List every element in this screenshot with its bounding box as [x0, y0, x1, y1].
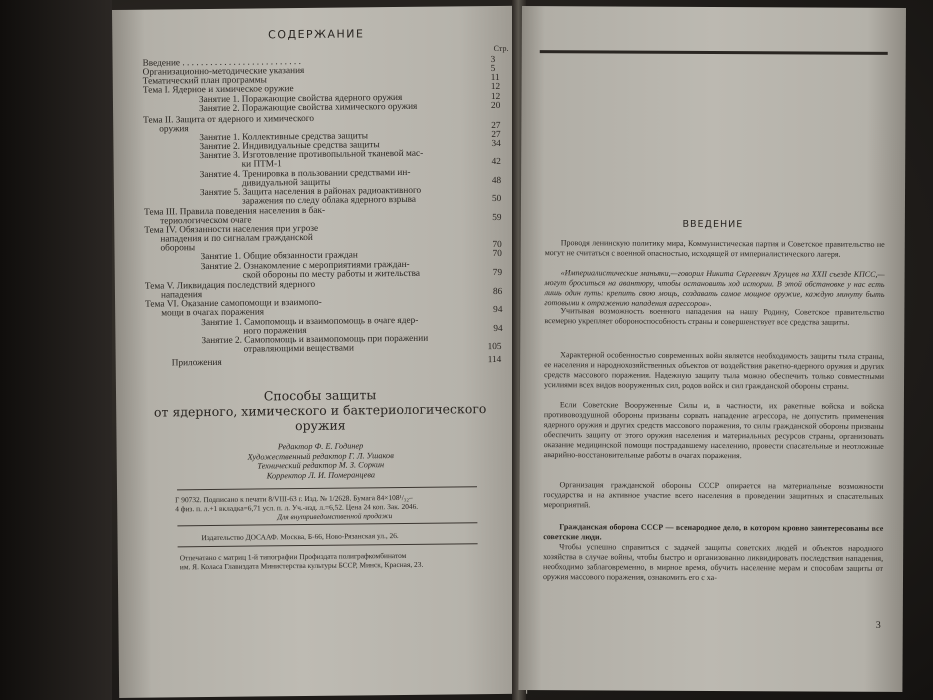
toc-title: СОДЕРЖАНИЕ — [268, 27, 365, 42]
toc-entry-page: 5 — [490, 63, 496, 75]
toc-entry-text: мощи в очагах поражения — [161, 307, 265, 319]
toc-entry-text: ного поражения — [243, 325, 307, 337]
toc-entry-page: 70 — [492, 248, 502, 260]
toc-entry-text: дивидуальной защиты — [241, 177, 331, 189]
toc-entry — [160, 244, 195, 254]
toc-entry-text: Занятие 1. Общие обязанности граждан — [200, 250, 358, 263]
table-surface — [0, 0, 112, 700]
toc-page-column-header: Стр. — [493, 43, 509, 54]
toc-entry — [199, 150, 423, 162]
toc-entry-page: 3 — [490, 54, 496, 66]
credit-line: Редактор Ф. Е. Годинер — [277, 441, 364, 452]
toc-entry — [159, 125, 188, 135]
right-page — [518, 6, 906, 692]
toc-entry-text: Тема IV. Обязанности населения при угрозе — [144, 223, 319, 236]
toc-entry — [172, 359, 222, 369]
left-page — [112, 6, 527, 698]
toc-entry-text: ской обороны по месту работы и жительства — [242, 268, 421, 281]
toc-entry-text: Занятие 1. Самопомощь и взаимопомощь в очаге ядер- — [201, 315, 419, 329]
table-of-contents — [113, 54, 521, 369]
toc-entry-page: 114 — [487, 354, 502, 366]
toc-entry-text: Тема V. Ликвидация последствий ядерного — [144, 279, 316, 292]
toc-entry-text: Тематический план программы — [142, 75, 267, 87]
toc-entry-text: Занятие 2. Ознакомление с мероприятиями граждан- — [200, 259, 410, 273]
toc-entry-text: оружия — [159, 124, 189, 135]
paragraph: Гражданская оборона СССР — всенародное дело, в котором кровно заинтересованы все советские люди. — [543, 522, 884, 542]
toc-entry-page: 105 — [487, 341, 502, 353]
toc-entry-text: ки ПТМ-1 — [241, 159, 282, 170]
toc-entry-text: Занятие 2. Самопомощь и взаимопомощь при поражении — [201, 333, 429, 347]
divider — [177, 522, 477, 526]
toc-entry-page: 94 — [493, 323, 503, 335]
toc-entry-page: 42 — [491, 156, 501, 168]
book-title — [116, 386, 524, 435]
toc-entry-text: Введение . . . . . . . . . . . . . . . . . . . . . . . . . . — [142, 57, 301, 69]
toc-entry-text: териологическом очаге — [160, 215, 252, 227]
toc-entry-page: 50 — [491, 193, 502, 205]
paragraph: Организация гражданской обороны СССР опирается на материальные возможности государства и на активное участие всего населения в проведении защитных и спасательных мероприятий. — [543, 480, 884, 510]
top-rule — [540, 50, 888, 55]
toc-entry-page: 20 — [490, 100, 501, 112]
toc-entry-text: Тема II. Защита от ядерного и химического — [143, 113, 315, 126]
toc-entry-text: Занятие 3. Изготовление противопыльной тканевой мас- — [199, 148, 424, 162]
toc-entry-page: 79 — [492, 267, 503, 279]
toc-entry-text: нападения и по сигналам гражданской — [160, 232, 313, 245]
credits — [117, 440, 525, 483]
page-number: 3 — [875, 619, 881, 631]
paragraph: Учитывая возможность военного нападения на нашу Родину, Советское правительство всемерно укрепляет обороноспособность страны и совершенствует все средства защиты. — [544, 306, 885, 327]
toc-entry-text: Тема III. Правила поведения населения в бак- — [144, 205, 326, 218]
toc-entry-text: Тема I. Ядерное и химическое оружие — [142, 84, 294, 96]
toc-entry-text: Занятие 4. Тренировка в пользовании средствами ин- — [199, 167, 411, 181]
toc-entry-page: 12 — [490, 81, 501, 93]
toc-entry — [199, 103, 417, 115]
toc-entry-text: обороны — [160, 243, 196, 254]
toc-entry-page: 11 — [490, 72, 500, 84]
credit-line: Корректор Л. И. Померанцева — [266, 470, 376, 481]
toc-entry-text: заражения по следу облака ядерного взрыва — [241, 194, 417, 207]
toc-entry-page: 70 — [492, 239, 502, 251]
credit-line: Технический редактор М. З. Соркин — [257, 460, 385, 471]
paragraph: Проводя ленинскую политику мира, Коммунистическая партия и Советское правительство не могут не считаться с военной опасностью, исходящей от империалистического лагеря. — [544, 238, 885, 259]
toc-entry-text: Занятие 1. Коллективные средства защиты — [199, 131, 369, 144]
imprint-line: Для внутриведомственной продажи — [277, 511, 393, 522]
paragraph: Если Советские Вооруженные Силы и, в частности, их ракетные войска и войска противовоздушной обороны призваны сорвать нападение агрессора, не допустить применения ядерного оружия и других средств массового поражения, то силы гражданской обороны призваны обеспечить защиту от этого оружия населения и материальных ресурсов страны, организовать оказание медицинской помощи пострадавшему населению, провести спасательные и неотложные аварийно-восстановительные работы в очагах поражения. — [543, 400, 884, 461]
toc-entry-page: 94 — [493, 304, 503, 316]
toc-entry — [201, 317, 418, 329]
toc-entry-text: отравляющими веществами — [243, 343, 354, 355]
toc-entry-page: 27 — [491, 129, 501, 141]
imprint-line: им. Я. Коласа Главиздата Министерства культуры БССР, Минск, Красная, 23. — [179, 559, 424, 572]
imprint-line: 4 физ. п. л.+1 вкладка=6,71 усл. п. л. Уч.-изд. л.=6,52. Цена 24 коп. Зак. 2046. — [175, 501, 419, 514]
toc-entry-text: Занятие 2. Поражающие свойства химического оружия — [198, 101, 418, 115]
toc-entry-text: нападения — [160, 290, 203, 301]
credit-line: Художественный редактор Г. Л. Ушаков — [247, 450, 394, 462]
toc-entry-text: Организационно-методические указания — [142, 65, 305, 78]
imprint-line: Г 90732. Подписано к печати 8/VIII-63 г. Изд. № 1/2628. Бумага 84×108¹/₃₂– — [175, 492, 413, 505]
book-title-line: оружия — [294, 417, 346, 434]
toc-entry-text: Приложения — [171, 357, 222, 369]
section-title: ВВЕДЕНИЕ — [682, 218, 744, 231]
book-title-line: от ядерного, химического и бактериологического — [153, 401, 487, 420]
imprint-line: Издательство ДОСААФ. Москва, Б-66, Ново-Рязанская ул., 26. — [201, 531, 399, 543]
toc-entry-text: Занятие 1. Поражающие свойства ядерного оружия — [198, 92, 403, 106]
divider — [178, 543, 478, 547]
toc-entry-page: 34 — [491, 138, 501, 150]
toc-entry — [244, 344, 354, 355]
imprint-line: Отпечатано с матриц 1-й типографии Профиздата полиграфкомбинатом — [179, 550, 407, 563]
divider — [177, 486, 477, 490]
toc-entry-page: 27 — [491, 120, 501, 132]
paragraph: «Империалистические маньяки,—говорил Никита Сергеевич Хрущев на XXII съезде КПСС,—могут броситься на авантюру, чтобы остановить ход истории. В этой обстановке у нас есть лишь один путь: крепить свою мощь, создавать самое мощное оружие, каждую минуту быть готовыми к отражению нападения агрессоров». — [544, 268, 885, 308]
paragraph: Характерной особенностью современных войн является необходимость защиты тыла страны, ее населения и народнохозяйственных объектов от воздействия ракетно-ядерного оружия и других средств массового поражения. Надежную защиту тыла можно обеспечить только совместными усилиями всех видов вооруженных сил, родов войск и сил гражданской обороны страны. — [543, 350, 885, 391]
paragraph: Чтобы успешно справиться с задачей защиты советских людей и объектов народного хозяйства в случае войны, чтобы быстро и организованно ликвидировать последствия нападения, необходимо заблаговременно, в мирное время, обучить население мерам и способам защиты от оружия массового поражения, ознакомить его с ха- — [542, 542, 884, 583]
toc-entry-page: 59 — [492, 212, 502, 224]
toc-entry-page: 86 — [492, 286, 503, 298]
toc-entry-page: 12 — [490, 91, 501, 103]
toc-entry-page: 48 — [491, 175, 502, 187]
toc-entry-text: Тема VI. Оказание самопомощи и взаимопо- — [145, 297, 322, 310]
toc-entry-text: Занятие 2. Индивидуальные средства защиты — [199, 140, 380, 153]
book-title-line: Способы защиты — [263, 387, 377, 404]
toc-entry-text: Занятие 5. Защита населения в районах радиоактивного — [199, 185, 422, 199]
